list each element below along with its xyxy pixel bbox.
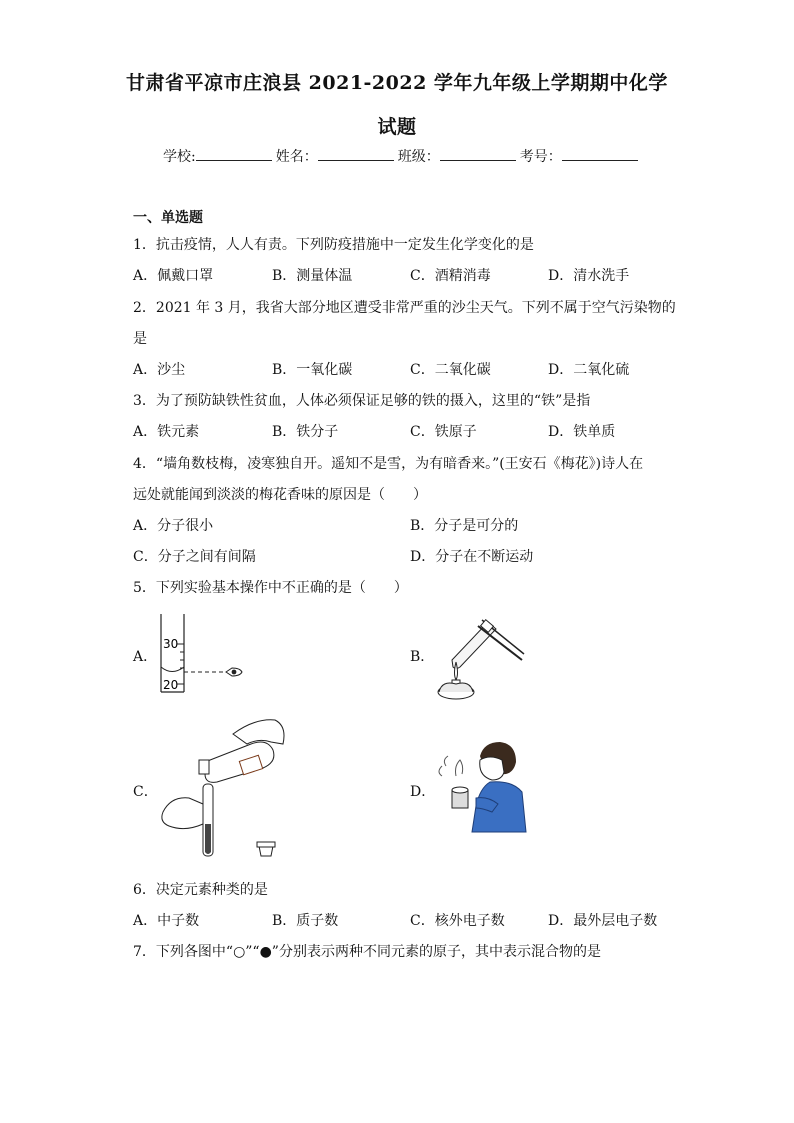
- q4-option-a: A．分子很小: [133, 518, 214, 534]
- q5-option-c: C．: [133, 784, 158, 800]
- q6-option-d: D．最外层电子数: [548, 913, 658, 929]
- question-5-text: 5．下列实验基本操作中不正确的是（ ）: [133, 580, 408, 596]
- name-blank[interactable]: [318, 146, 394, 161]
- q3-option-a: A．铁元素: [133, 424, 200, 440]
- q5-option-a: A．: [133, 649, 158, 665]
- q3-option-d: D．铁单质: [548, 424, 616, 440]
- school-blank[interactable]: [196, 146, 272, 161]
- question-1-text: 1．抗击疫情，人人有责。下列防疫措施中一定发生化学变化的是: [133, 237, 534, 253]
- q1-option-a: A．佩戴口罩: [133, 268, 214, 284]
- q4-option-c: C．分子之间有间隔: [133, 549, 256, 565]
- class-label: 班级：: [397, 149, 440, 165]
- question-2-text-line2: 是: [133, 331, 147, 347]
- q3-option-b: B．铁分子: [272, 424, 339, 440]
- question-4-text-line2: 远处就能闻到淡淡的梅花香味的原因是（ ）: [133, 487, 427, 503]
- cylinder-tick-20: 20: [163, 678, 179, 692]
- question-4-text-line1: 4．“墙角数枝梅，凌寒独自开。遥知不是雪，为有暗香来。”(王安石《梅花》)诗人在: [133, 456, 644, 472]
- q4-option-d: D．分子在不断运动: [410, 549, 534, 565]
- name-label: 姓名：: [275, 149, 318, 165]
- q1-option-c: C．酒精消毒: [410, 268, 491, 284]
- exam-title-line2: 试题: [377, 116, 417, 138]
- question-2-text-line1: 2．2021 年 3 月，我省大部分地区遭受非常严重的沙尘天气。下列不属于空气污染物的: [133, 300, 676, 316]
- class-blank[interactable]: [440, 146, 516, 161]
- exam-no-label: 考号：: [519, 149, 562, 165]
- q1-option-b: B．测量体温: [272, 268, 353, 284]
- q5-option-d: D．: [410, 784, 436, 800]
- q4-option-b: B．分子是可分的: [410, 518, 519, 534]
- question-6-text: 6．决定元素种类的是: [133, 882, 268, 898]
- q3-option-c: C．铁原子: [410, 424, 477, 440]
- exam-title-line1: 甘肃省平凉市庄浪县 2021-2022 学年九年级上学期期中化学: [126, 72, 668, 94]
- q6-option-a: A．中子数: [133, 913, 200, 929]
- heating-test-tube-figure: [426, 608, 530, 700]
- cylinder-tick-30: 30: [163, 637, 179, 651]
- section-title: 一、单选题: [133, 210, 203, 226]
- q1-option-d: D．清水洗手: [548, 268, 630, 284]
- cylinder-reading-figure: [150, 612, 250, 694]
- q2-option-a: A．沙尘: [133, 362, 186, 378]
- question-7-text: 7．下列各图中“○”“●”分别表示两种不同元素的原子，其中表示混合物的是: [133, 944, 601, 960]
- q2-option-c: C．二氧化碳: [410, 362, 491, 378]
- q5-option-b: B．: [410, 649, 435, 665]
- pouring-liquid-figure: [155, 712, 290, 862]
- school-label: 学校:: [163, 149, 196, 165]
- q2-option-b: B．一氧化碳: [272, 362, 353, 378]
- q6-option-b: B．质子数: [272, 913, 339, 929]
- q2-option-d: D．二氧化硫: [548, 362, 630, 378]
- q6-option-c: C．核外电子数: [410, 913, 505, 929]
- exam-no-blank[interactable]: [562, 146, 638, 161]
- student-info-row: [163, 146, 642, 166]
- sniffing-figure: [432, 736, 532, 836]
- question-3-text: 3．为了预防缺铁性贫血，人体必须保证足够的铁的摄入，这里的“铁”是指: [133, 393, 591, 409]
